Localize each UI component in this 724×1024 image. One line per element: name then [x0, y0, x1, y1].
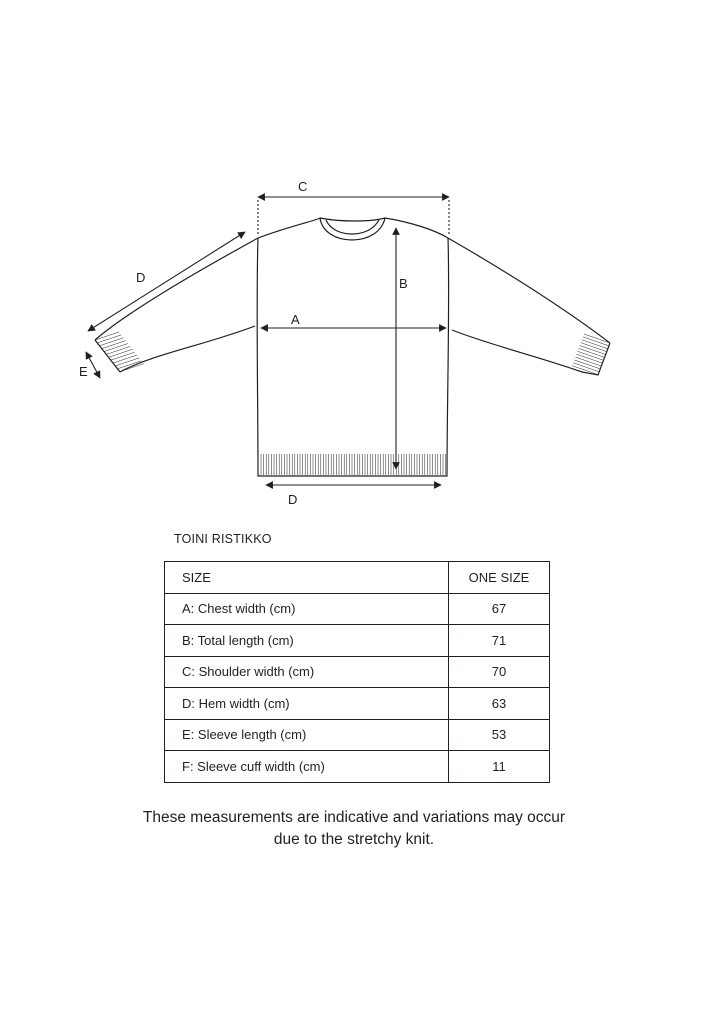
- label-b: B: [399, 276, 408, 291]
- header-size: SIZE: [165, 562, 449, 594]
- label-a: A: [291, 312, 300, 327]
- label-d-sleeve: D: [136, 270, 146, 285]
- size-table: [164, 561, 550, 783]
- table-row: [165, 625, 550, 657]
- measurement-label: E: Sleeve length (cm): [165, 719, 449, 751]
- label-e: E: [79, 364, 88, 379]
- note-line-2: due to the stretchy knit.: [273, 831, 435, 848]
- measurement-label: B: Total length (cm): [165, 625, 449, 657]
- measurement-value: 70: [449, 656, 550, 688]
- table-row: [165, 688, 550, 720]
- measurement-label: F: Sleeve cuff width (cm): [165, 751, 449, 783]
- sleeve-length-line: [88, 232, 245, 331]
- measurement-label: C: Shoulder width (cm): [165, 656, 449, 688]
- measurement-value: 67: [449, 593, 550, 625]
- table-row: [165, 719, 550, 751]
- label-d-hem: D: [288, 492, 298, 507]
- measurement-label: D: Hem width (cm): [165, 688, 449, 720]
- measurement-value: 11: [449, 751, 550, 783]
- measurement-value: 71: [449, 625, 550, 657]
- measurement-lines: [86, 197, 449, 485]
- header-one-size: ONE SIZE: [449, 562, 550, 594]
- table-row: [165, 751, 550, 783]
- measurement-value: 53: [449, 719, 550, 751]
- table-header-row: [165, 562, 550, 594]
- product-name: TOINI RISTIKKO: [174, 532, 272, 546]
- table-row: [165, 656, 550, 688]
- label-c: C: [298, 179, 308, 194]
- note-line-1: These measurements are indicative and variations may occur: [142, 809, 566, 826]
- measurement-label: A: Chest width (cm): [165, 593, 449, 625]
- measurement-note: [0, 807, 708, 851]
- cuff-width-line: [86, 352, 100, 378]
- sweater-outline: [95, 218, 610, 476]
- ribbing-texture: [95, 332, 610, 475]
- table-row: [165, 593, 550, 625]
- measurement-value: 63: [449, 688, 550, 720]
